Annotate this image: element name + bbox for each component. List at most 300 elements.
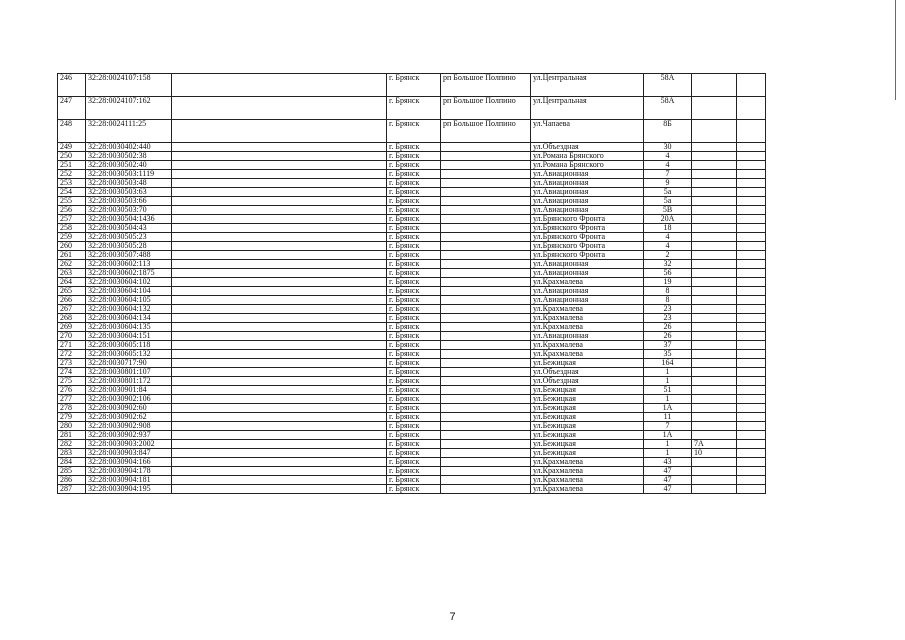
house-number-cell: 18 [644,224,692,233]
row-number-cell: 260 [58,242,86,251]
row-number-cell: 274 [58,368,86,377]
apartment-cell [692,224,737,233]
street-cell: ул.Авиационная [531,197,644,206]
settlement-cell [441,368,531,377]
settlement-cell [441,422,531,431]
row-number-cell: 251 [58,161,86,170]
blank-cell [737,120,766,143]
blank-cell [172,170,387,179]
street-cell: ул.Бежицкая [531,431,644,440]
cadastral-number-cell: 32:28:0030902:60 [86,404,172,413]
apartment-cell [692,368,737,377]
blank-cell [172,377,387,386]
row-number-cell: 247 [58,97,86,120]
blank-cell [737,143,766,152]
street-cell: ул.Бежицкая [531,395,644,404]
settlement-cell [441,386,531,395]
blank-cell [172,422,387,431]
cadastral-number-cell: 32:28:0030604:105 [86,296,172,305]
blank-cell [172,449,387,458]
house-number-cell: 1 [644,440,692,449]
city-cell: г. Брянск [387,188,441,197]
settlement-cell [441,305,531,314]
blank-cell [737,305,766,314]
cadastral-number-cell: 32:28:0030904:195 [86,485,172,494]
settlement-cell [441,350,531,359]
cadastral-number-cell: 32:28:0030604:134 [86,314,172,323]
apartment-cell [692,269,737,278]
street-cell: ул.Романа Брянского [531,152,644,161]
apartment-cell [692,188,737,197]
street-cell: ул.Крахмалева [531,323,644,332]
city-cell: г. Брянск [387,215,441,224]
blank-cell [737,341,766,350]
street-cell: ул.Объездная [531,368,644,377]
row-number-cell: 256 [58,206,86,215]
settlement-cell [441,233,531,242]
city-cell: г. Брянск [387,359,441,368]
city-cell: г. Брянск [387,395,441,404]
house-number-cell: 11 [644,413,692,422]
city-cell: г. Брянск [387,242,441,251]
cadastral-number-cell: 32:28:0030503:63 [86,188,172,197]
apartment-cell [692,260,737,269]
cadastral-number-cell: 32:28:0030507:488 [86,251,172,260]
settlement-cell [441,404,531,413]
house-number-cell: 4 [644,242,692,251]
cadastral-number-cell: 32:28:0030717:90 [86,359,172,368]
row-number-cell: 282 [58,440,86,449]
blank-cell [172,440,387,449]
cadastral-number-cell: 32:28:0024107:162 [86,97,172,120]
table-row [58,251,766,260]
blank-cell [172,74,387,97]
street-cell: ул.Авиационная [531,269,644,278]
table-row [58,422,766,431]
cadastral-number-cell: 32:28:0030503:1119 [86,170,172,179]
blank-cell [172,467,387,476]
street-cell: ул.Крахмалева [531,305,644,314]
house-number-cell: 26 [644,323,692,332]
table-row [58,197,766,206]
settlement-cell [441,251,531,260]
settlement-cell [441,287,531,296]
blank-cell [172,431,387,440]
apartment-cell [692,413,737,422]
cadastral-number-cell: 32:28:0030902:62 [86,413,172,422]
blank-cell [172,161,387,170]
apartment-cell [692,350,737,359]
house-number-cell: 5В [644,206,692,215]
blank-cell [737,368,766,377]
blank-cell [172,287,387,296]
apartment-cell [692,74,737,97]
cadastral-number-cell: 32:28:0030604:104 [86,287,172,296]
settlement-cell [441,341,531,350]
row-number-cell: 257 [58,215,86,224]
house-number-cell: 20А [644,215,692,224]
apartment-cell [692,332,737,341]
house-number-cell: 9 [644,179,692,188]
blank-cell [737,323,766,332]
table-row [58,179,766,188]
blank-cell [737,314,766,323]
city-cell: г. Брянск [387,314,441,323]
blank-cell [172,485,387,494]
blank-cell [172,152,387,161]
apartment-cell: 10 [692,449,737,458]
settlement-cell [441,467,531,476]
row-number-cell: 267 [58,305,86,314]
row-number-cell: 271 [58,341,86,350]
city-cell: г. Брянск [387,413,441,422]
city-cell: г. Брянск [387,377,441,386]
settlement-cell [441,323,531,332]
settlement-cell [441,170,531,179]
apartment-cell [692,323,737,332]
city-cell: г. Брянск [387,440,441,449]
table-row [58,120,766,143]
table-row [58,431,766,440]
settlement-cell [441,296,531,305]
blank-cell [172,188,387,197]
apartment-cell [692,161,737,170]
table-row [58,74,766,97]
city-cell: г. Брянск [387,224,441,233]
cadastral-number-cell: 32:28:0030605:132 [86,350,172,359]
house-number-cell: 58А [644,74,692,97]
blank-cell [172,224,387,233]
row-number-cell: 255 [58,197,86,206]
cadastral-number-cell: 32:28:0030902:106 [86,395,172,404]
apartment-cell [692,242,737,251]
city-cell: г. Брянск [387,161,441,170]
city-cell: г. Брянск [387,305,441,314]
table-row [58,323,766,332]
blank-cell [172,143,387,152]
house-number-cell: 30 [644,143,692,152]
house-number-cell: 1 [644,377,692,386]
apartment-cell [692,143,737,152]
city-cell: г. Брянск [387,404,441,413]
house-number-cell: 1 [644,449,692,458]
house-number-cell: 4 [644,233,692,242]
settlement-cell [441,440,531,449]
row-number-cell: 285 [58,467,86,476]
street-cell: ул.Авиационная [531,206,644,215]
house-number-cell: 37 [644,341,692,350]
row-number-cell: 268 [58,314,86,323]
blank-cell [172,458,387,467]
street-cell: ул.Объездная [531,143,644,152]
table-row [58,206,766,215]
city-cell: г. Брянск [387,449,441,458]
blank-cell [737,197,766,206]
cadastral-number-cell: 32:28:0030903:847 [86,449,172,458]
cadastral-number-cell: 32:28:0030504:1436 [86,215,172,224]
apartment-cell [692,377,737,386]
city-cell: г. Брянск [387,233,441,242]
row-number-cell: 284 [58,458,86,467]
blank-cell [172,476,387,485]
table-row [58,269,766,278]
house-number-cell: 19 [644,278,692,287]
blank-cell [172,386,387,395]
house-number-cell: 1 [644,368,692,377]
city-cell: г. Брянск [387,296,441,305]
city-cell: г. Брянск [387,260,441,269]
blank-cell [172,97,387,120]
apartment-cell [692,152,737,161]
city-cell: г. Брянск [387,269,441,278]
house-number-cell: 4 [644,161,692,170]
blank-cell [737,377,766,386]
table-row [58,260,766,269]
apartment-cell: 7А [692,440,737,449]
house-number-cell: 164 [644,359,692,368]
cadastral-number-cell: 32:28:0030604:135 [86,323,172,332]
blank-cell [172,242,387,251]
house-number-cell: 56 [644,269,692,278]
street-cell: ул.Авиационная [531,188,644,197]
table-row [58,188,766,197]
blank-cell [737,422,766,431]
blank-cell [737,431,766,440]
blank-cell [737,170,766,179]
blank-cell [172,269,387,278]
house-number-cell: 58А [644,97,692,120]
street-cell: ул.Романа Брянского [531,161,644,170]
blank-cell [737,458,766,467]
blank-cell [172,305,387,314]
blank-cell [172,368,387,377]
table-row [58,377,766,386]
row-number-cell: 264 [58,278,86,287]
row-number-cell: 249 [58,143,86,152]
house-number-cell: 4 [644,152,692,161]
row-number-cell: 269 [58,323,86,332]
street-cell: ул.Авиационная [531,332,644,341]
street-cell: ул.Брянского Фронта [531,215,644,224]
apartment-cell [692,386,737,395]
table-row [58,278,766,287]
table-row [58,368,766,377]
settlement-cell [441,224,531,233]
blank-cell [172,251,387,260]
settlement-cell [441,476,531,485]
row-number-cell: 261 [58,251,86,260]
blank-cell [737,260,766,269]
city-cell: г. Брянск [387,197,441,206]
row-number-cell: 263 [58,269,86,278]
city-cell: г. Брянск [387,467,441,476]
apartment-cell [692,179,737,188]
cadastral-number-cell: 32:28:0030904:181 [86,476,172,485]
apartment-cell [692,458,737,467]
house-number-cell: 5а [644,188,692,197]
blank-cell [172,404,387,413]
blank-cell [737,404,766,413]
street-cell: ул.Крахмалева [531,314,644,323]
street-cell: ул.Авиационная [531,287,644,296]
table-row [58,332,766,341]
blank-cell [172,296,387,305]
cadastral-number-cell: 32:28:0030502:38 [86,152,172,161]
street-cell: ул.Бежицкая [531,440,644,449]
row-number-cell: 258 [58,224,86,233]
row-number-cell: 259 [58,233,86,242]
house-number-cell: 23 [644,314,692,323]
street-cell: ул.Бежицкая [531,422,644,431]
house-number-cell: 35 [644,350,692,359]
house-number-cell: 8 [644,287,692,296]
row-number-cell: 252 [58,170,86,179]
scan-edge-line [895,0,896,100]
apartment-cell [692,341,737,350]
blank-cell [172,197,387,206]
cadastral-number-cell: 32:28:0030402:440 [86,143,172,152]
settlement-cell [441,188,531,197]
blank-cell [737,74,766,97]
cadastral-number-cell: 32:28:0030604:132 [86,305,172,314]
row-number-cell: 275 [58,377,86,386]
row-number-cell: 279 [58,413,86,422]
settlement-cell: рп Большое Полпино [441,74,531,97]
blank-cell [172,233,387,242]
street-cell: ул.Крахмалева [531,485,644,494]
city-cell: г. Брянск [387,74,441,97]
street-cell: ул.Центральная [531,97,644,120]
blank-cell [737,413,766,422]
street-cell: ул.Центральная [531,74,644,97]
settlement-cell [441,215,531,224]
cadastral-number-cell: 32:28:0030503:66 [86,197,172,206]
apartment-cell [692,314,737,323]
street-cell: ул.Авиационная [531,260,644,269]
table-row [58,97,766,120]
street-cell: ул.Брянского Фронта [531,233,644,242]
table-row [58,458,766,467]
row-number-cell: 253 [58,179,86,188]
street-cell: ул.Крахмалева [531,467,644,476]
blank-cell [737,152,766,161]
city-cell: г. Брянск [387,431,441,440]
table-row [58,440,766,449]
blank-cell [737,97,766,120]
apartment-cell [692,305,737,314]
blank-cell [737,206,766,215]
apartment-cell [692,296,737,305]
table-row [58,476,766,485]
cadastral-number-cell: 32:28:0030502:40 [86,161,172,170]
cadastral-number-cell: 32:28:0030605:118 [86,341,172,350]
settlement-cell [441,377,531,386]
blank-cell [172,341,387,350]
city-cell: г. Брянск [387,120,441,143]
blank-cell [737,359,766,368]
cadastral-number-cell: 32:28:0030901:84 [86,386,172,395]
apartment-cell [692,287,737,296]
blank-cell [737,179,766,188]
street-cell: ул.Бежицкая [531,449,644,458]
cadastral-number-cell: 32:28:0024111:25 [86,120,172,143]
row-number-cell: 254 [58,188,86,197]
apartment-cell [692,476,737,485]
house-number-cell: 26 [644,332,692,341]
blank-cell [737,485,766,494]
settlement-cell [441,179,531,188]
table-row [58,386,766,395]
row-number-cell: 278 [58,404,86,413]
city-cell: г. Брянск [387,179,441,188]
settlement-cell [441,395,531,404]
row-number-cell: 283 [58,449,86,458]
row-number-cell: 270 [58,332,86,341]
cadastral-number-cell: 32:28:0030602:1875 [86,269,172,278]
blank-cell [172,332,387,341]
blank-cell [737,224,766,233]
table-row [58,413,766,422]
cadastral-number-cell: 32:28:0030904:178 [86,467,172,476]
table-row [58,152,766,161]
house-number-cell: 51 [644,386,692,395]
table-row [58,395,766,404]
apartment-cell [692,233,737,242]
apartment-cell [692,404,737,413]
city-cell: г. Брянск [387,143,441,152]
settlement-cell: рп Большое Полпино [441,97,531,120]
blank-cell [737,161,766,170]
street-cell: ул.Крахмалева [531,350,644,359]
apartment-cell [692,170,737,179]
table-row [58,143,766,152]
settlement-cell [441,242,531,251]
row-number-cell: 272 [58,350,86,359]
settlement-cell [441,260,531,269]
blank-cell [737,476,766,485]
row-number-cell: 287 [58,485,86,494]
row-number-cell: 248 [58,120,86,143]
apartment-cell [692,215,737,224]
blank-cell [172,350,387,359]
street-cell: ул.Крахмалева [531,476,644,485]
house-number-cell: 5а [644,197,692,206]
street-cell: ул.Авиационная [531,170,644,179]
settlement-cell [441,314,531,323]
house-number-cell: 47 [644,485,692,494]
blank-cell [737,467,766,476]
house-number-cell: 47 [644,476,692,485]
apartment-cell [692,206,737,215]
city-cell: г. Брянск [387,485,441,494]
table-row [58,215,766,224]
blank-cell [737,242,766,251]
blank-cell [172,413,387,422]
table-row [58,224,766,233]
house-number-cell: 43 [644,458,692,467]
cadastral-number-cell: 32:28:0030604:102 [86,278,172,287]
blank-cell [737,332,766,341]
city-cell: г. Брянск [387,206,441,215]
apartment-cell [692,485,737,494]
page-number: 7 [449,611,456,623]
city-cell: г. Брянск [387,350,441,359]
apartment-cell [692,395,737,404]
table-row [58,467,766,476]
row-number-cell: 262 [58,260,86,269]
street-cell: ул.Крахмалева [531,341,644,350]
city-cell: г. Брянск [387,422,441,431]
